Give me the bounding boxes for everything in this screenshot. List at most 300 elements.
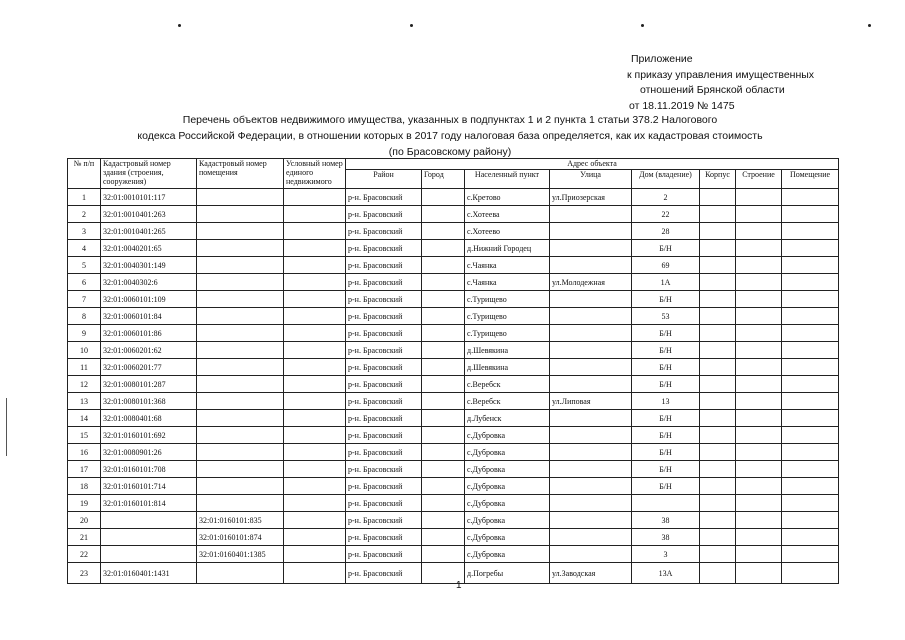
city-cell — [422, 529, 465, 546]
district-cell: р-н. Брасовский — [346, 376, 422, 393]
house-cell: 1А — [632, 274, 700, 291]
city-cell — [422, 393, 465, 410]
row-number: 20 — [68, 512, 101, 529]
city-cell — [422, 427, 465, 444]
locality-cell: с.Турищево — [465, 291, 550, 308]
premises-cell — [782, 393, 839, 410]
room-cadastral-cell — [197, 223, 284, 240]
locality-cell: с.Чаянка — [465, 274, 550, 291]
district-cell: р-н. Брасовский — [346, 274, 422, 291]
row-number: 21 — [68, 529, 101, 546]
house-cell: Б/Н — [632, 291, 700, 308]
premises-cell — [782, 546, 839, 563]
locality-cell: с.Чаянка — [465, 257, 550, 274]
city-cell — [422, 325, 465, 342]
house-cell: 13А — [632, 563, 700, 584]
district-cell: р-н. Брасовский — [346, 291, 422, 308]
district-cell: р-н. Брасовский — [346, 189, 422, 206]
corpus-cell — [700, 325, 736, 342]
unique-number-cell — [284, 546, 346, 563]
unique-number-cell — [284, 529, 346, 546]
structure-cell — [736, 563, 782, 584]
unique-number-cell — [284, 206, 346, 223]
table-row — [68, 393, 839, 410]
room-cadastral-cell — [197, 376, 284, 393]
title-line-1: Перечень объектов недвижимого имущества, указанных в подпунктах 1 и 2 пункта 1 статьи 378.2 Налогового — [182, 114, 718, 126]
building-cadastral-cell — [101, 529, 197, 546]
locality-cell: д.Нижний Городец — [465, 240, 550, 257]
street-cell — [550, 495, 632, 512]
premises-cell — [782, 427, 839, 444]
premises-cell — [782, 359, 839, 376]
table-row — [68, 376, 839, 393]
table-row — [68, 563, 839, 584]
city-cell — [422, 546, 465, 563]
room-cadastral-cell — [197, 495, 284, 512]
appendix-heading: Приложение — [631, 53, 693, 65]
table-row — [68, 189, 839, 206]
locality-cell: с.Хотеева — [465, 206, 550, 223]
premises-cell — [782, 410, 839, 427]
city-cell — [422, 223, 465, 240]
header-premises: Помещение — [782, 170, 839, 189]
street-cell — [550, 461, 632, 478]
table-row — [68, 274, 839, 291]
premises-cell — [782, 206, 839, 223]
corpus-cell — [700, 444, 736, 461]
row-number: 18 — [68, 478, 101, 495]
structure-cell — [736, 444, 782, 461]
district-cell: р-н. Брасовский — [346, 223, 422, 240]
house-cell: Б/Н — [632, 478, 700, 495]
room-cadastral-cell — [197, 206, 284, 223]
header-unique-number: Условный номер единого недвижимого — [284, 159, 346, 189]
district-cell: р-н. Брасовский — [346, 461, 422, 478]
district-cell: р-н. Брасовский — [346, 529, 422, 546]
structure-cell — [736, 257, 782, 274]
building-cadastral-cell: 32:01:0080101:368 — [101, 393, 197, 410]
row-number: 23 — [68, 563, 101, 584]
street-cell — [550, 478, 632, 495]
header-building-cadastral: Кадастровый номер здания (строения, сооружения) — [101, 159, 197, 189]
header-num: № п/п — [68, 159, 101, 189]
unique-number-cell — [284, 495, 346, 512]
locality-cell: с.Хотеево — [465, 223, 550, 240]
structure-cell — [736, 223, 782, 240]
street-cell — [550, 444, 632, 461]
room-cadastral-cell — [197, 410, 284, 427]
district-cell: р-н. Брасовский — [346, 563, 422, 584]
table-row — [68, 410, 839, 427]
building-cadastral-cell: 32:01:0060101:84 — [101, 308, 197, 325]
corpus-cell — [700, 308, 736, 325]
header-corpus: Корпус — [700, 170, 736, 189]
structure-cell — [736, 393, 782, 410]
header-address: Адрес объекта — [346, 159, 839, 170]
unique-number-cell — [284, 563, 346, 584]
building-cadastral-cell: 32:01:0160101:708 — [101, 461, 197, 478]
row-number: 14 — [68, 410, 101, 427]
table-row — [68, 512, 839, 529]
building-cadastral-cell: 32:01:0010101:117 — [101, 189, 197, 206]
document-title — [90, 112, 810, 160]
structure-cell — [736, 512, 782, 529]
district-cell: р-н. Брасовский — [346, 342, 422, 359]
corpus-cell — [700, 359, 736, 376]
house-cell: 53 — [632, 308, 700, 325]
unique-number-cell — [284, 512, 346, 529]
premises-cell — [782, 376, 839, 393]
table-row — [68, 342, 839, 359]
premises-cell — [782, 291, 839, 308]
house-cell: Б/Н — [632, 461, 700, 478]
street-cell — [550, 308, 632, 325]
locality-cell: с.Турищево — [465, 325, 550, 342]
unique-number-cell — [284, 478, 346, 495]
corpus-cell — [700, 512, 736, 529]
unique-number-cell — [284, 189, 346, 206]
house-cell: Б/Н — [632, 427, 700, 444]
unique-number-cell — [284, 461, 346, 478]
header-city: Город — [422, 170, 465, 189]
row-number: 17 — [68, 461, 101, 478]
locality-cell: с.Дубровка — [465, 512, 550, 529]
premises-cell — [782, 223, 839, 240]
unique-number-cell — [284, 410, 346, 427]
building-cadastral-cell — [101, 512, 197, 529]
row-number: 19 — [68, 495, 101, 512]
district-cell: р-н. Брасовский — [346, 478, 422, 495]
building-cadastral-cell: 32:01:0080401:68 — [101, 410, 197, 427]
page-number: 1 — [456, 580, 462, 591]
structure-cell — [736, 359, 782, 376]
premises-cell — [782, 444, 839, 461]
premises-cell — [782, 189, 839, 206]
locality-cell: с.Дубровка — [465, 444, 550, 461]
city-cell — [422, 376, 465, 393]
table-row — [68, 427, 839, 444]
building-cadastral-cell: 32:01:0160101:714 — [101, 478, 197, 495]
room-cadastral-cell — [197, 563, 284, 584]
locality-cell: с.Дубровка — [465, 546, 550, 563]
unique-number-cell — [284, 393, 346, 410]
building-cadastral-cell: 32:01:0080901:26 — [101, 444, 197, 461]
room-cadastral-cell — [197, 461, 284, 478]
scan-speck — [868, 24, 871, 27]
corpus-cell — [700, 274, 736, 291]
scan-margin-line — [6, 398, 7, 456]
street-cell — [550, 325, 632, 342]
row-number: 2 — [68, 206, 101, 223]
building-cadastral-cell: 32:01:0010401:263 — [101, 206, 197, 223]
building-cadastral-cell: 32:01:0080101:287 — [101, 376, 197, 393]
room-cadastral-cell — [197, 325, 284, 342]
city-cell — [422, 444, 465, 461]
room-cadastral-cell: 32:01:0160401:1385 — [197, 546, 284, 563]
structure-cell — [736, 325, 782, 342]
unique-number-cell — [284, 376, 346, 393]
header-street: Улица — [550, 170, 632, 189]
locality-cell: д.Шевякина — [465, 342, 550, 359]
premises-cell — [782, 240, 839, 257]
corpus-cell — [700, 546, 736, 563]
row-number: 3 — [68, 223, 101, 240]
house-cell: Б/Н — [632, 359, 700, 376]
street-cell — [550, 427, 632, 444]
structure-cell — [736, 240, 782, 257]
corpus-cell — [700, 461, 736, 478]
premises-cell — [782, 461, 839, 478]
district-cell: р-н. Брасовский — [346, 444, 422, 461]
corpus-cell — [700, 495, 736, 512]
table-row — [68, 240, 839, 257]
row-number: 13 — [68, 393, 101, 410]
structure-cell — [736, 308, 782, 325]
street-cell — [550, 546, 632, 563]
street-cell — [550, 206, 632, 223]
structure-cell — [736, 410, 782, 427]
district-cell: р-н. Брасовский — [346, 427, 422, 444]
header-house: Дом (владение) — [632, 170, 700, 189]
row-number: 7 — [68, 291, 101, 308]
unique-number-cell — [284, 308, 346, 325]
corpus-cell — [700, 563, 736, 584]
premises-cell — [782, 563, 839, 584]
row-number: 22 — [68, 546, 101, 563]
house-cell: Б/Н — [632, 376, 700, 393]
house-cell — [632, 495, 700, 512]
structure-cell — [736, 478, 782, 495]
room-cadastral-cell — [197, 274, 284, 291]
district-cell: р-н. Брасовский — [346, 257, 422, 274]
table-row — [68, 257, 839, 274]
unique-number-cell — [284, 342, 346, 359]
city-cell — [422, 342, 465, 359]
locality-cell: с.Дубровка — [465, 461, 550, 478]
title-line-3: (по Брасовскому району) — [388, 146, 512, 158]
city-cell — [422, 512, 465, 529]
street-cell — [550, 240, 632, 257]
house-cell: 2 — [632, 189, 700, 206]
premises-cell — [782, 529, 839, 546]
corpus-cell — [700, 206, 736, 223]
property-table — [67, 158, 839, 584]
house-cell: 69 — [632, 257, 700, 274]
house-cell: Б/Н — [632, 240, 700, 257]
scan-speck — [641, 24, 644, 27]
district-cell: р-н. Брасовский — [346, 325, 422, 342]
city-cell — [422, 240, 465, 257]
row-number: 6 — [68, 274, 101, 291]
locality-cell: с.Веребск — [465, 376, 550, 393]
locality-cell: с.Турищево — [465, 308, 550, 325]
structure-cell — [736, 274, 782, 291]
city-cell — [422, 410, 465, 427]
structure-cell — [736, 291, 782, 308]
street-cell: ул.Молодежная — [550, 274, 632, 291]
corpus-cell — [700, 427, 736, 444]
district-cell: р-н. Брасовский — [346, 546, 422, 563]
city-cell — [422, 189, 465, 206]
header-locality: Населенный пункт — [465, 170, 550, 189]
district-cell: р-н. Брасовский — [346, 495, 422, 512]
district-cell: р-н. Брасовский — [346, 410, 422, 427]
street-cell — [550, 376, 632, 393]
premises-cell — [782, 257, 839, 274]
district-cell: р-н. Брасовский — [346, 240, 422, 257]
structure-cell — [736, 427, 782, 444]
unique-number-cell — [284, 359, 346, 376]
corpus-cell — [700, 342, 736, 359]
district-cell: р-н. Брасовский — [346, 359, 422, 376]
structure-cell — [736, 342, 782, 359]
premises-cell — [782, 478, 839, 495]
row-number: 16 — [68, 444, 101, 461]
building-cadastral-cell: 32:01:0160101:814 — [101, 495, 197, 512]
room-cadastral-cell: 32:01:0160101:835 — [197, 512, 284, 529]
corpus-cell — [700, 393, 736, 410]
street-cell — [550, 342, 632, 359]
row-number: 10 — [68, 342, 101, 359]
table-row — [68, 546, 839, 563]
corpus-cell — [700, 189, 736, 206]
row-number: 5 — [68, 257, 101, 274]
table-row — [68, 223, 839, 240]
corpus-cell — [700, 529, 736, 546]
building-cadastral-cell: 32:01:0010401:265 — [101, 223, 197, 240]
building-cadastral-cell: 32:01:0040201:65 — [101, 240, 197, 257]
house-cell: 38 — [632, 512, 700, 529]
street-cell: ул.Липовая — [550, 393, 632, 410]
unique-number-cell — [284, 257, 346, 274]
header-structure: Строение — [736, 170, 782, 189]
unique-number-cell — [284, 274, 346, 291]
premises-cell — [782, 512, 839, 529]
header-district: Район — [346, 170, 422, 189]
table-row — [68, 461, 839, 478]
house-cell: 22 — [632, 206, 700, 223]
street-cell — [550, 410, 632, 427]
street-cell — [550, 291, 632, 308]
title-line-2: кодекса Российской Федерации, в отношении которых в 2017 году налоговая база определяется, как их кадастровая стоимость — [137, 130, 763, 142]
scan-speck — [178, 24, 181, 27]
street-cell — [550, 512, 632, 529]
house-cell: 3 — [632, 546, 700, 563]
room-cadastral-cell — [197, 240, 284, 257]
appendix-block — [624, 52, 884, 114]
structure-cell — [736, 189, 782, 206]
table-row — [68, 291, 839, 308]
city-cell — [422, 291, 465, 308]
locality-cell: с.Дубровка — [465, 478, 550, 495]
table-body — [68, 189, 839, 584]
house-cell: 13 — [632, 393, 700, 410]
table-row — [68, 308, 839, 325]
structure-cell — [736, 495, 782, 512]
city-cell — [422, 308, 465, 325]
table-row — [68, 325, 839, 342]
premises-cell — [782, 274, 839, 291]
unique-number-cell — [284, 444, 346, 461]
row-number: 9 — [68, 325, 101, 342]
building-cadastral-cell: 32:01:0160401:1431 — [101, 563, 197, 584]
room-cadastral-cell — [197, 291, 284, 308]
city-cell — [422, 461, 465, 478]
corpus-cell — [700, 376, 736, 393]
city-cell — [422, 495, 465, 512]
premises-cell — [782, 308, 839, 325]
room-cadastral-cell — [197, 189, 284, 206]
room-cadastral-cell — [197, 257, 284, 274]
city-cell — [422, 359, 465, 376]
appendix-date-number: от 18.11.2019 № 1475 — [629, 99, 735, 112]
street-cell — [550, 529, 632, 546]
locality-cell: д.Шевякина — [465, 359, 550, 376]
premises-cell — [782, 325, 839, 342]
corpus-cell — [700, 478, 736, 495]
locality-cell: с.Кретово — [465, 189, 550, 206]
corpus-cell — [700, 410, 736, 427]
room-cadastral-cell: 32:01:0160101:874 — [197, 529, 284, 546]
table-row — [68, 359, 839, 376]
structure-cell — [736, 461, 782, 478]
building-cadastral-cell: 32:01:0060101:109 — [101, 291, 197, 308]
building-cadastral-cell: 32:01:0040301:149 — [101, 257, 197, 274]
row-number: 1 — [68, 189, 101, 206]
corpus-cell — [700, 223, 736, 240]
locality-cell: с.Веребск — [465, 393, 550, 410]
locality-cell: с.Дубровка — [465, 529, 550, 546]
row-number: 4 — [68, 240, 101, 257]
building-cadastral-cell — [101, 546, 197, 563]
room-cadastral-cell — [197, 427, 284, 444]
room-cadastral-cell — [197, 444, 284, 461]
structure-cell — [736, 376, 782, 393]
district-cell: р-н. Брасовский — [346, 393, 422, 410]
city-cell — [422, 257, 465, 274]
table-row — [68, 529, 839, 546]
unique-number-cell — [284, 325, 346, 342]
room-cadastral-cell — [197, 342, 284, 359]
locality-cell: д.Лубенск — [465, 410, 550, 427]
house-cell: 28 — [632, 223, 700, 240]
table-row — [68, 206, 839, 223]
district-cell: р-н. Брасовский — [346, 206, 422, 223]
room-cadastral-cell — [197, 478, 284, 495]
corpus-cell — [700, 240, 736, 257]
locality-cell: с.Дубровка — [465, 427, 550, 444]
house-cell: Б/Н — [632, 342, 700, 359]
header-room-cadastral: Кадастровый номер помещения — [197, 159, 284, 189]
corpus-cell — [700, 257, 736, 274]
street-cell — [550, 223, 632, 240]
house-cell: 38 — [632, 529, 700, 546]
house-cell: Б/Н — [632, 325, 700, 342]
row-number: 8 — [68, 308, 101, 325]
premises-cell — [782, 495, 839, 512]
building-cadastral-cell: 32:01:0060201:77 — [101, 359, 197, 376]
locality-cell: с.Дубровка — [465, 495, 550, 512]
room-cadastral-cell — [197, 359, 284, 376]
unique-number-cell — [284, 223, 346, 240]
building-cadastral-cell: 32:01:0060101:86 — [101, 325, 197, 342]
scan-speck — [410, 24, 413, 27]
street-cell: ул.Заводская — [550, 563, 632, 584]
street-cell: ул.Приозерская — [550, 189, 632, 206]
city-cell — [422, 206, 465, 223]
street-cell — [550, 359, 632, 376]
row-number: 12 — [68, 376, 101, 393]
